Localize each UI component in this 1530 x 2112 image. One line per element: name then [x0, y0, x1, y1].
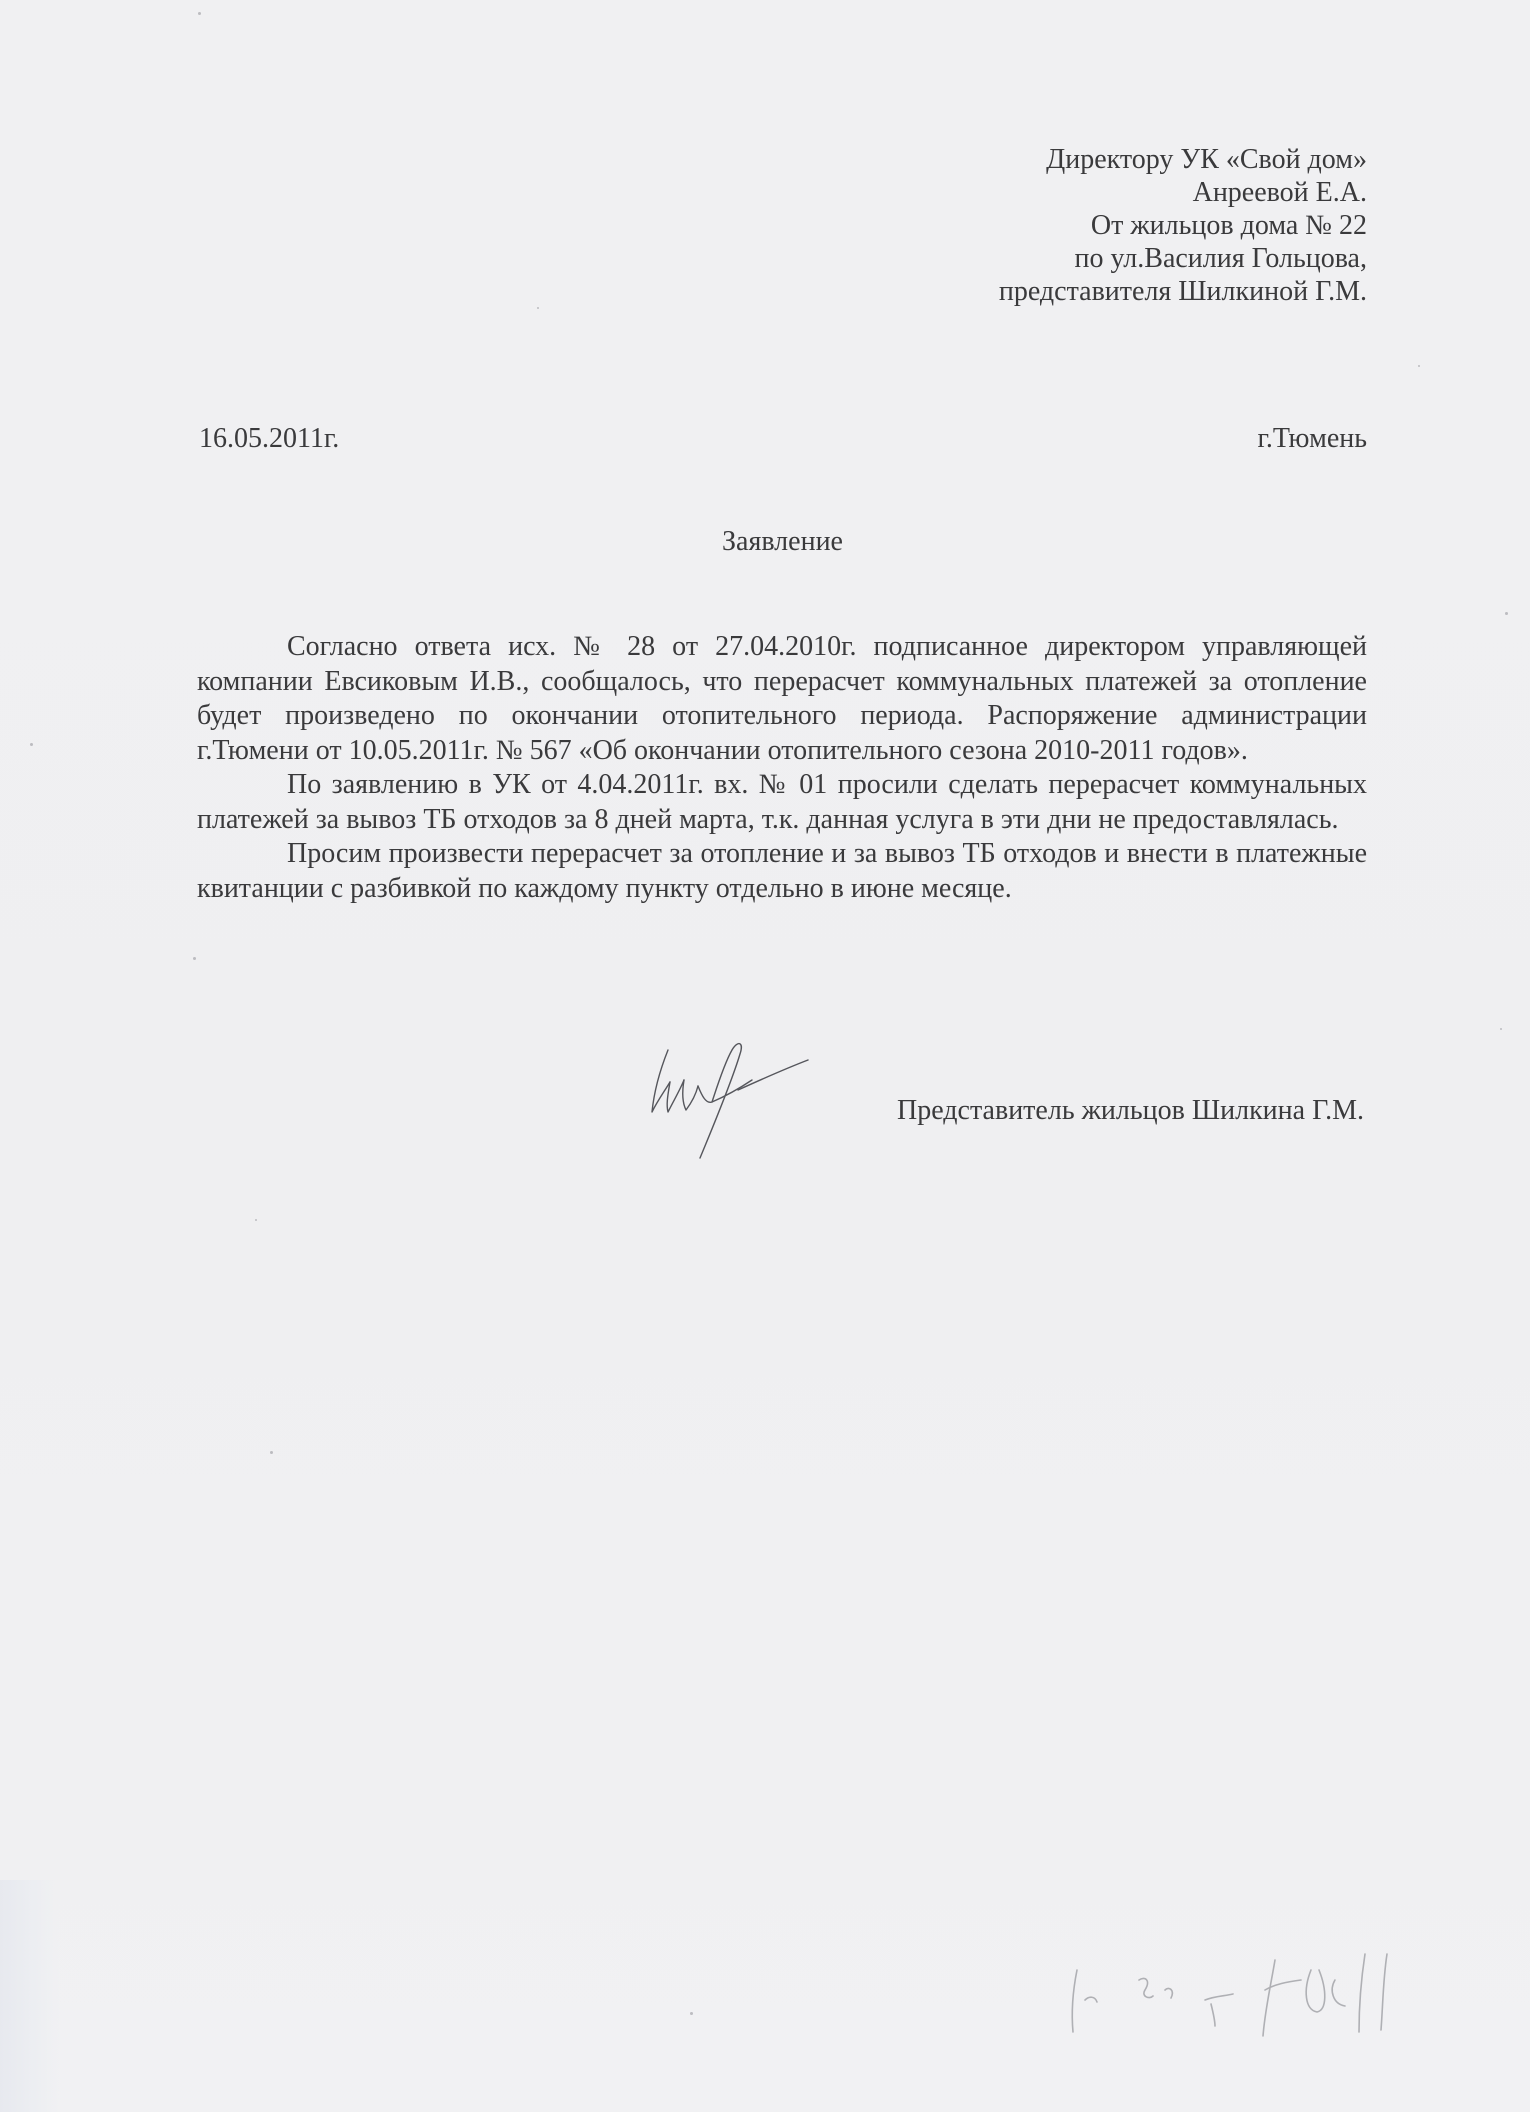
handwritten-note-icon: [1065, 1940, 1425, 2040]
addressee-line: Директору УК «Свой дом»: [1046, 144, 1367, 175]
scan-speck: [30, 743, 33, 746]
document-city: г.Тюмень: [1257, 423, 1367, 454]
scan-speck: [690, 2012, 693, 2015]
signer-name: Представитель жильцов Шилкина Г.М.: [897, 1095, 1364, 1126]
scan-speck: [193, 957, 196, 960]
scan-speck: [198, 12, 201, 15]
body-paragraph: Просим произвести перерасчет за отопление и за вывоз ТБ отходов и внести в платежные квитанции с разбивкой по каждому пункту отдельно в июне месяце.: [197, 838, 1367, 904]
scan-speck: [1505, 612, 1508, 615]
registration-note: [1065, 1940, 1425, 2040]
scan-speck: [1418, 365, 1420, 367]
scan-speck: [537, 307, 539, 309]
scan-speck: [1500, 1028, 1502, 1030]
scan-speck: [255, 1219, 257, 1221]
addressee-block: [999, 143, 1367, 308]
body-paragraph: Согласно ответа исх. № 28 от 27.04.2010г. подписанное директором управляющей компании Евсиковым И.В., сообщалось, что перерасчет коммунальных платежей за отопление будет произведено по окончании отопительного периода. Распоряжение администрации г.Тюмени от 10.05.2011г. № 567 «Об окончании отопительного сезона 2010-2011 годов».: [197, 631, 1367, 766]
addressee-line: по ул.Василия Гольцова,: [1074, 243, 1367, 274]
handwritten-signature-icon: [640, 1030, 850, 1180]
document-title: Заявление: [722, 526, 843, 557]
document-body: [197, 630, 1367, 906]
scan-artifact: [0, 1880, 60, 2112]
signature-block: [640, 1030, 1370, 1180]
registration-note-text: [1425, 1940, 1429, 1943]
addressee-line: От жильцов дома № 22: [1090, 210, 1367, 241]
addressee-line: Анреевой Е.А.: [1192, 177, 1367, 208]
document-date: 16.05.2011г.: [199, 423, 340, 454]
scan-speck: [270, 1451, 273, 1454]
body-paragraph: По заявлению в УК от 4.04.2011г. вх. № 01 просили сделать перерасчет коммунальных платежей за вывоз ТБ отходов за 8 дней марта, т.к. данная услуга в эти дни не предоставлялась.: [197, 769, 1367, 835]
addressee-line: представителя Шилкиной Г.М.: [998, 276, 1367, 307]
